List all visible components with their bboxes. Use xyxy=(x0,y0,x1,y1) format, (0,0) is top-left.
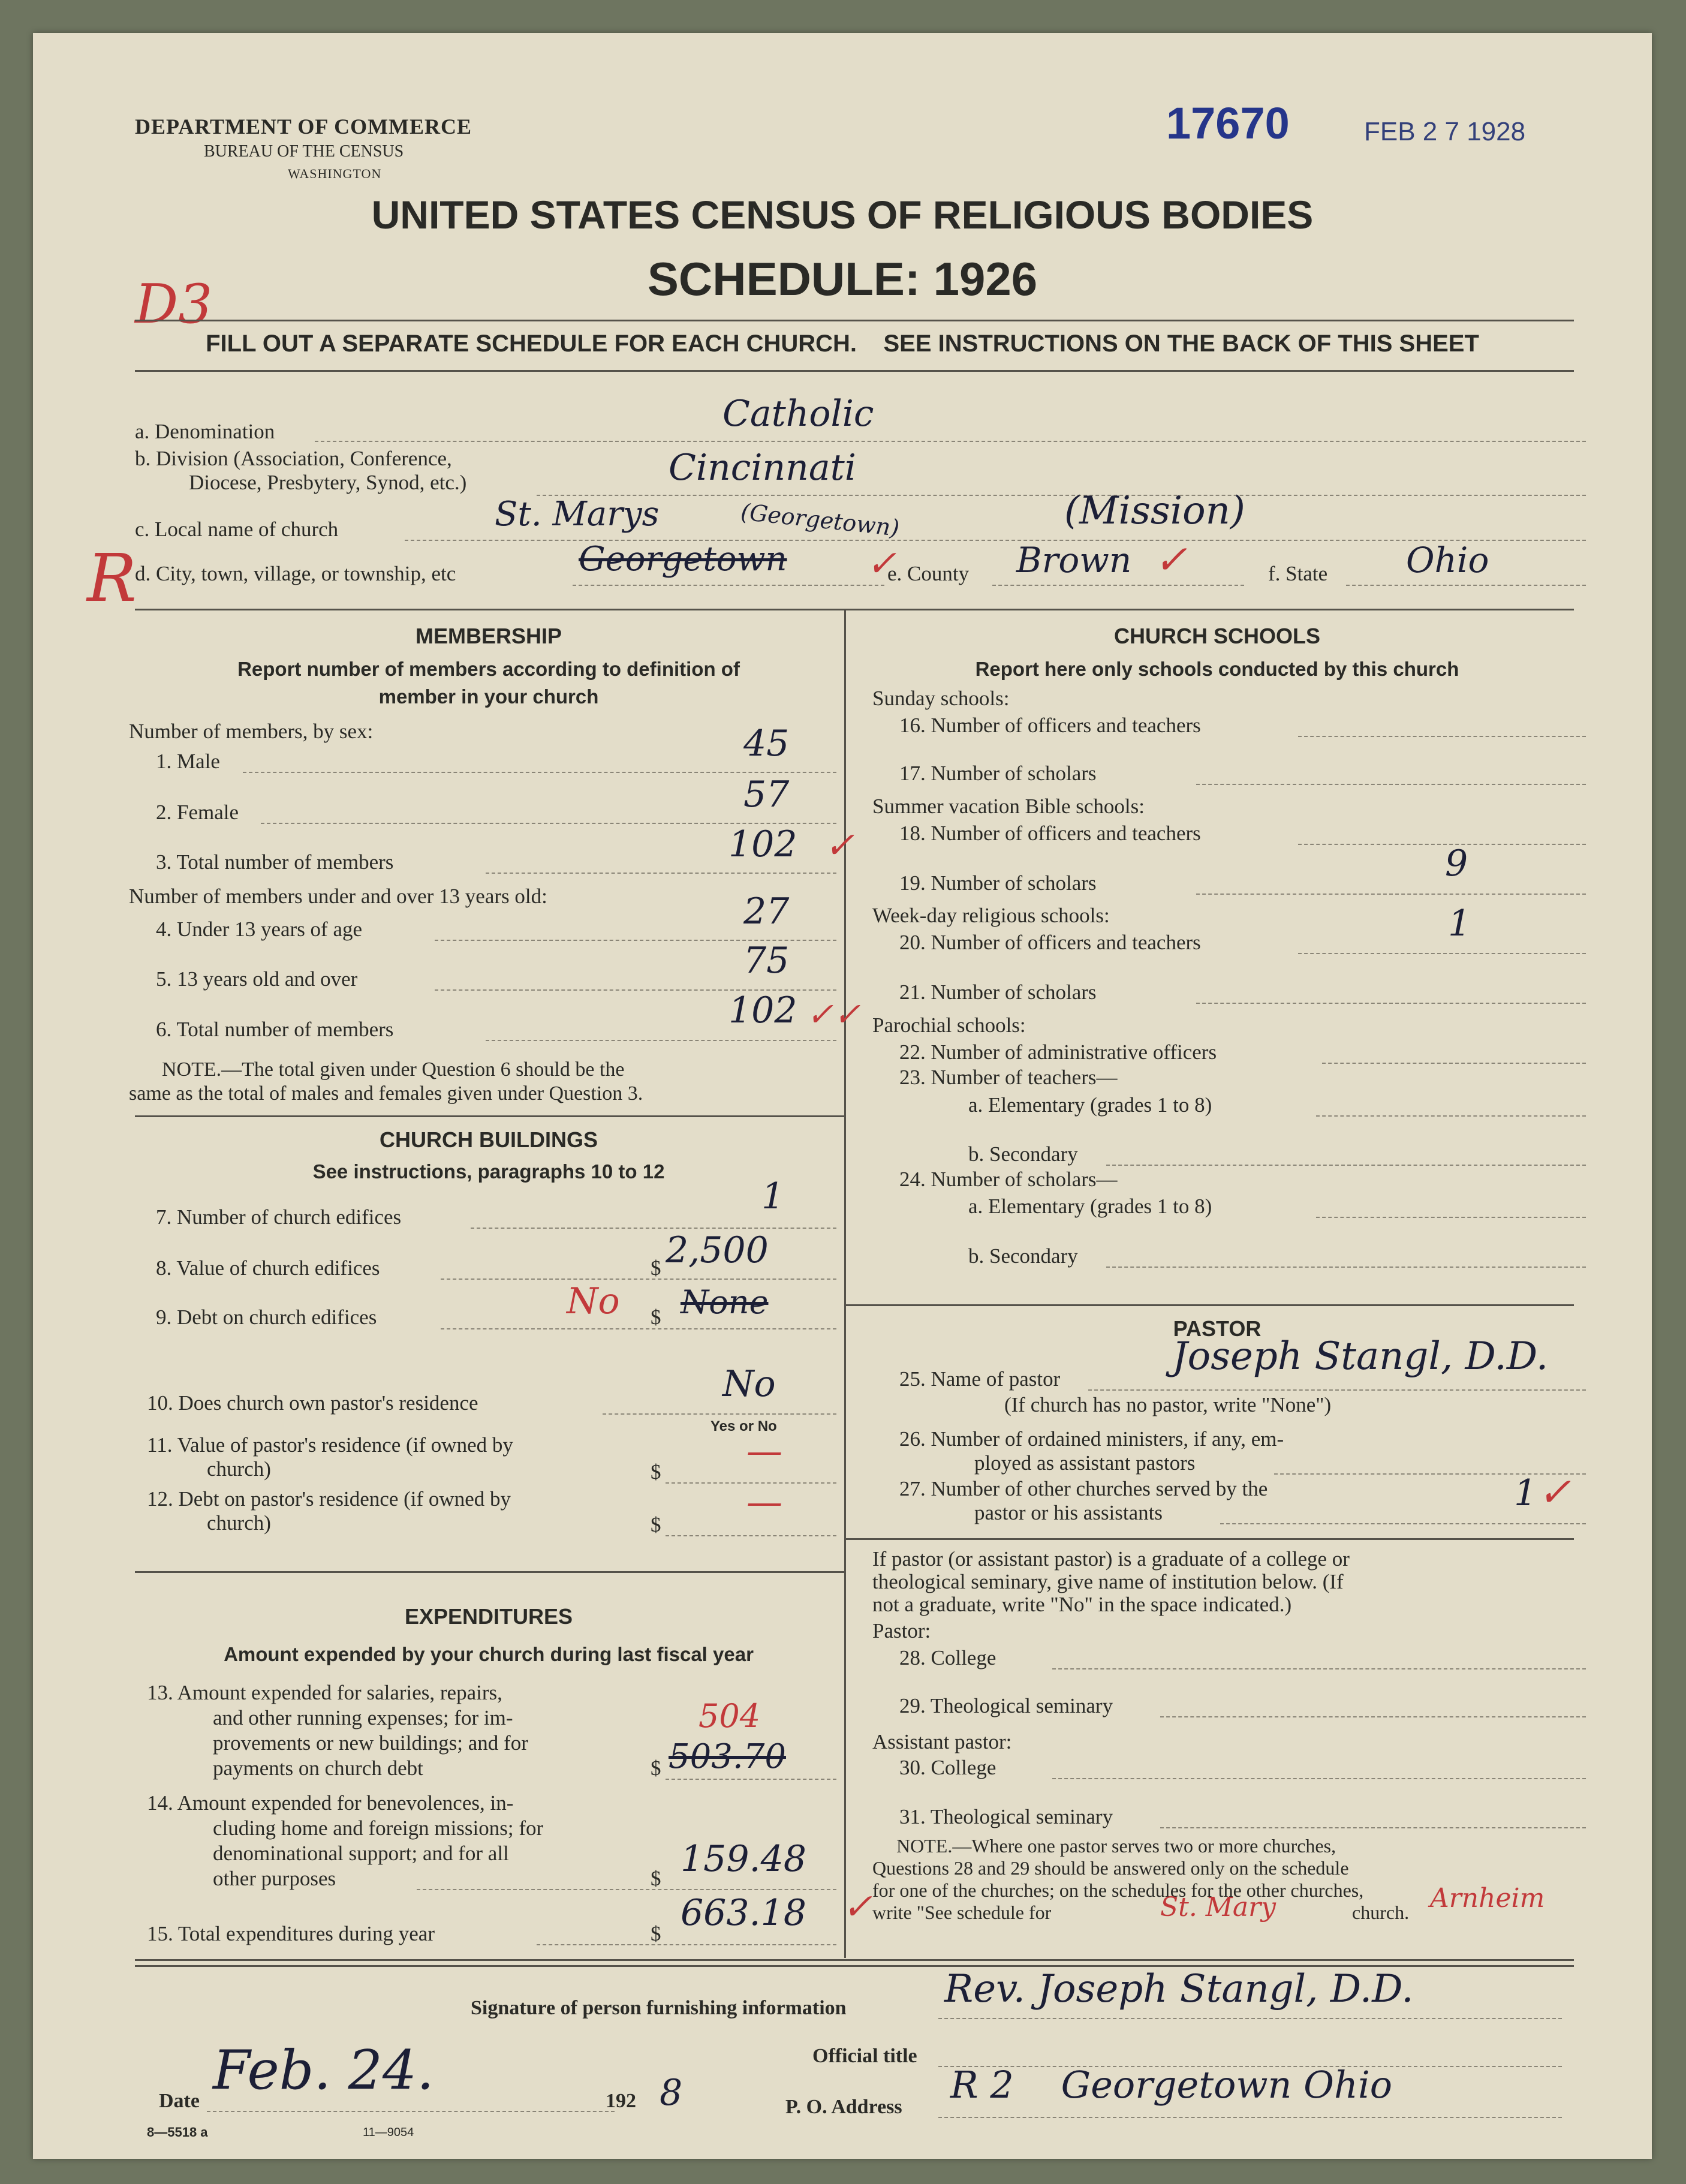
q13-line-1: 13. Amount expended for salaries, repairs, xyxy=(147,1681,502,1704)
margin-mark: R xyxy=(87,540,137,616)
pastor-note-fill-place[interactable]: Arnheim xyxy=(1430,1883,1545,1914)
q27-check: ✓ xyxy=(1538,1469,1571,1515)
q30-label: 30. College xyxy=(899,1756,996,1779)
q25-label: 25. Name of pastor xyxy=(899,1367,1061,1391)
members-by-sex-heading: Number of members, by sex: xyxy=(129,720,374,743)
pastor-note-2: Questions 28 and 29 should be answered only on the schedule xyxy=(872,1857,1349,1879)
q13-line-3: provements or new buildings; and for xyxy=(213,1731,528,1755)
pastor-note-fill-church[interactable]: St. Mary xyxy=(1160,1892,1276,1923)
q12-label-1: 12. Debt on pastor's residence (if owned by xyxy=(147,1487,511,1511)
q27-value[interactable]: 1 xyxy=(1514,1472,1537,1514)
county-label: e. County xyxy=(887,562,970,585)
schools-intro: Report here only schools conducted by this church xyxy=(975,658,1459,680)
local-name-aside: (Georgetown) xyxy=(739,498,901,542)
q12-value[interactable]: — xyxy=(746,1481,782,1523)
local-name-label: c. Local name of church xyxy=(135,518,339,541)
form-subtitle: SCHEDULE: 1926 xyxy=(647,252,1038,305)
graduate-note-1: If pastor (or assistant pastor) is a graduate of a college or xyxy=(872,1547,1350,1571)
q26-label-1: 26. Number of ordained ministers, if any, em- xyxy=(899,1427,1284,1451)
division-label-1: b. Division (Association, Conference, xyxy=(135,447,452,470)
q20-label: 20. Number of officers and teachers xyxy=(899,931,1201,954)
state-label: f. State xyxy=(1268,562,1328,585)
pastor-note-1: NOTE.—Where one pastor serves two or more churches, xyxy=(896,1835,1336,1857)
division-label-2: Diocese, Presbytery, Synod, etc.) xyxy=(189,471,467,494)
q19-label: 19. Number of scholars xyxy=(899,871,1097,895)
q28-label: 28. College xyxy=(899,1646,996,1669)
q6-total-label: 6. Total number of members xyxy=(156,1018,394,1041)
city-value[interactable]: Georgetown xyxy=(579,540,787,579)
q3-total-label: 3. Total number of members xyxy=(156,850,394,874)
q13-struck-value: 503.70 xyxy=(669,1737,786,1776)
signature-label: Signature of person furnishing information xyxy=(471,1997,847,2019)
q15-label: 15. Total expenditures during year xyxy=(147,1922,435,1945)
pastor-note-5: church. xyxy=(1352,1902,1410,1923)
q16-label: 16. Number of officers and teachers xyxy=(899,714,1201,737)
local-name-value[interactable]: St. Marys xyxy=(495,495,660,534)
expenditures-intro: Amount expended by your church during last fiscal year xyxy=(224,1643,754,1665)
city-label: d. City, town, village, or township, etc xyxy=(135,562,456,585)
q24b-label: b. Secondary xyxy=(968,1244,1078,1268)
bureau-name: BUREAU OF THE CENSUS xyxy=(204,142,404,161)
q14-value[interactable]: 159.48 xyxy=(681,1838,806,1880)
q14-line-4: other purposes xyxy=(213,1867,336,1890)
weekday-heading: Week-day religious schools: xyxy=(872,904,1110,927)
q14-line-2: cluding home and foreign missions; for xyxy=(213,1816,544,1840)
q11-label-1: 11. Value of pastor's residence (if owned by xyxy=(147,1433,513,1457)
q22-label: 22. Number of administrative officers xyxy=(899,1040,1217,1064)
q6-total-value[interactable]: 102 xyxy=(728,989,797,1031)
q13-corrected-value[interactable]: 504 xyxy=(699,1697,761,1735)
q7-label: 7. Number of church edifices xyxy=(156,1205,402,1229)
assistant-subheading: Assistant pastor: xyxy=(872,1730,1012,1753)
q10-value[interactable]: No xyxy=(722,1363,776,1405)
q13-line-4: payments on church debt xyxy=(213,1756,423,1780)
form-number: 8—5518 a xyxy=(147,2125,208,2140)
bureau-city: WASHINGTON xyxy=(288,166,382,181)
q8-dollar: $ xyxy=(651,1256,661,1280)
date-value[interactable]: Feb. 24. xyxy=(213,2039,434,2102)
division-value[interactable]: Cincinnati xyxy=(669,447,856,489)
q3-check: ✓ xyxy=(824,825,855,867)
q1-male-label: 1. Male xyxy=(156,750,220,773)
q11-label-2: church) xyxy=(207,1457,271,1481)
q4-under13-label: 4. Under 13 years of age xyxy=(156,917,363,941)
q18-label: 18. Number of officers and teachers xyxy=(899,822,1201,845)
po-address-label: P. O. Address xyxy=(785,2096,902,2118)
q8-value[interactable]: 2,500 xyxy=(666,1229,769,1271)
q29-label: 29. Theological seminary xyxy=(899,1694,1113,1717)
q25-value[interactable]: Joseph Stangl, D.D. xyxy=(1172,1334,1549,1379)
sunday-heading: Sunday schools: xyxy=(872,687,1010,710)
form-title: UNITED STATES CENSUS OF RELIGIOUS BODIES xyxy=(371,192,1314,237)
q1-male-value[interactable]: 45 xyxy=(743,723,790,765)
pastor-subheading: Pastor: xyxy=(872,1619,931,1642)
q13-line-2: and other running expenses; for im- xyxy=(213,1706,513,1729)
pastor-title: PASTOR xyxy=(1173,1316,1262,1341)
received-date-stamp: FEB 2 7 1928 xyxy=(1364,117,1526,146)
stamp-number: 17670 xyxy=(1166,98,1290,148)
parochial-heading: Parochial schools: xyxy=(872,1013,1026,1037)
q4-under13-value[interactable]: 27 xyxy=(743,891,790,932)
q23-label: 23. Number of teachers— xyxy=(899,1066,1118,1089)
county-value[interactable]: Brown xyxy=(1016,540,1132,580)
membership-note-1: NOTE.—The total given under Question 6 should be the xyxy=(162,1058,625,1081)
membership-title: MEMBERSHIP xyxy=(415,624,562,648)
q13-dollar: $ xyxy=(651,1756,661,1780)
q5-over13-value[interactable]: 75 xyxy=(743,940,790,982)
county-check: ✓ xyxy=(1154,537,1188,583)
q23b-label: b. Secondary xyxy=(968,1142,1078,1166)
q12-label-2: church) xyxy=(207,1511,271,1535)
date-label: Date xyxy=(159,2090,200,2112)
q25-note: (If church has no pastor, write "None") xyxy=(1004,1393,1332,1416)
q9-struck-value: None xyxy=(681,1283,769,1321)
q8-label: 8. Value of church edifices xyxy=(156,1256,380,1280)
q11-dollar: $ xyxy=(651,1460,661,1484)
year-prefix: 192 xyxy=(606,2090,636,2112)
q14-dollar: $ xyxy=(651,1867,661,1890)
q31-label: 31. Theological seminary xyxy=(899,1805,1113,1828)
q14-line-1: 14. Amount expended for benevolences, in- xyxy=(147,1791,514,1815)
buildings-title: CHURCH BUILDINGS xyxy=(380,1127,598,1152)
q12-dollar: $ xyxy=(651,1513,661,1536)
pastor-note-3: for one of the churches; on the schedules for the other churches, xyxy=(872,1879,1364,1901)
denomination-value[interactable]: Catholic xyxy=(722,393,874,435)
print-number: 11—9054 xyxy=(363,2126,414,2139)
q15-value[interactable]: 663.18 xyxy=(681,1892,806,1934)
q15-dollar: $ xyxy=(651,1922,661,1945)
q14-line-3: denominational support; and for all xyxy=(213,1842,509,1865)
q27-label-2: pastor or his assistants xyxy=(974,1501,1163,1524)
q15-check: ✓ xyxy=(842,1886,873,1928)
q17-label: 17. Number of scholars xyxy=(899,762,1097,785)
mission-note: (Mission) xyxy=(1064,489,1245,533)
denomination-label: a. Denomination xyxy=(135,420,275,443)
q20-value[interactable]: 1 xyxy=(1448,903,1471,944)
q19-value[interactable]: 9 xyxy=(1445,843,1468,885)
q9-value[interactable]: No xyxy=(567,1280,620,1322)
state-value[interactable]: Ohio xyxy=(1406,540,1489,580)
expenditures-title: EXPENDITURES xyxy=(404,1604,573,1629)
corner-mark: D3 xyxy=(135,273,213,336)
q26-label-2: ployed as assistant pastors xyxy=(974,1451,1196,1475)
q11-value[interactable]: — xyxy=(746,1430,782,1472)
graduate-note-2: theological seminary, give name of institution below. (If xyxy=(872,1570,1344,1593)
q23a-label: a. Elementary (grades 1 to 8) xyxy=(968,1093,1212,1117)
q9-dollar: $ xyxy=(651,1305,661,1329)
city-check: ✓ xyxy=(866,543,897,585)
q27-label-1: 27. Number of other churches served by the xyxy=(899,1477,1268,1500)
q10-label: 10. Does church own pastor's residence xyxy=(147,1391,478,1415)
q24a-label: a. Elementary (grades 1 to 8) xyxy=(968,1195,1212,1218)
instruction-banner: FILL OUT A SEPARATE SCHEDULE FOR EACH CHURCH. SEE INSTRUCTIONS ON THE BACK OF THIS SHEET xyxy=(206,330,1479,357)
year-digit[interactable]: 8 xyxy=(660,2072,683,2114)
pastor-note-4: write "See schedule for xyxy=(872,1902,1052,1923)
q2-female-label: 2. Female xyxy=(156,801,239,824)
signature-value[interactable]: Rev. Joseph Stangl, D.D. xyxy=(944,1967,1414,2011)
official-title-label: Official title xyxy=(812,2045,917,2067)
q2-female-value[interactable]: 57 xyxy=(743,774,790,816)
q5-over13-label: 5. 13 years old and over xyxy=(156,967,358,991)
q21-label: 21. Number of scholars xyxy=(899,980,1097,1004)
membership-intro-1: Report number of members according to definition of xyxy=(237,658,740,680)
q7-value[interactable]: 1 xyxy=(761,1175,785,1217)
membership-intro-2: member in your church xyxy=(378,685,599,708)
membership-note-2: same as the total of males and females given under Question 3. xyxy=(129,1082,643,1105)
q9-label: 9. Debt on church edifices xyxy=(156,1305,377,1329)
po-address-value[interactable]: R 2 Georgetown Ohio xyxy=(950,2063,1393,2107)
age-heading: Number of members under and over 13 years old: xyxy=(129,885,547,908)
buildings-intro: See instructions, paragraphs 10 to 12 xyxy=(312,1160,665,1183)
department-name: DEPARTMENT OF COMMERCE xyxy=(135,115,472,139)
graduate-note-3: not a graduate, write "No" in the space indicated.) xyxy=(872,1593,1292,1616)
q6-check: ✓✓ xyxy=(806,995,861,1033)
q24-label: 24. Number of scholars— xyxy=(899,1168,1118,1191)
census-schedule-sheet xyxy=(33,33,1652,2159)
schools-title: CHURCH SCHOOLS xyxy=(1113,624,1320,648)
summer-heading: Summer vacation Bible schools: xyxy=(872,795,1145,818)
q3-total-value[interactable]: 102 xyxy=(728,823,797,865)
q10-yesno-hint: Yes or No xyxy=(710,1418,777,1434)
